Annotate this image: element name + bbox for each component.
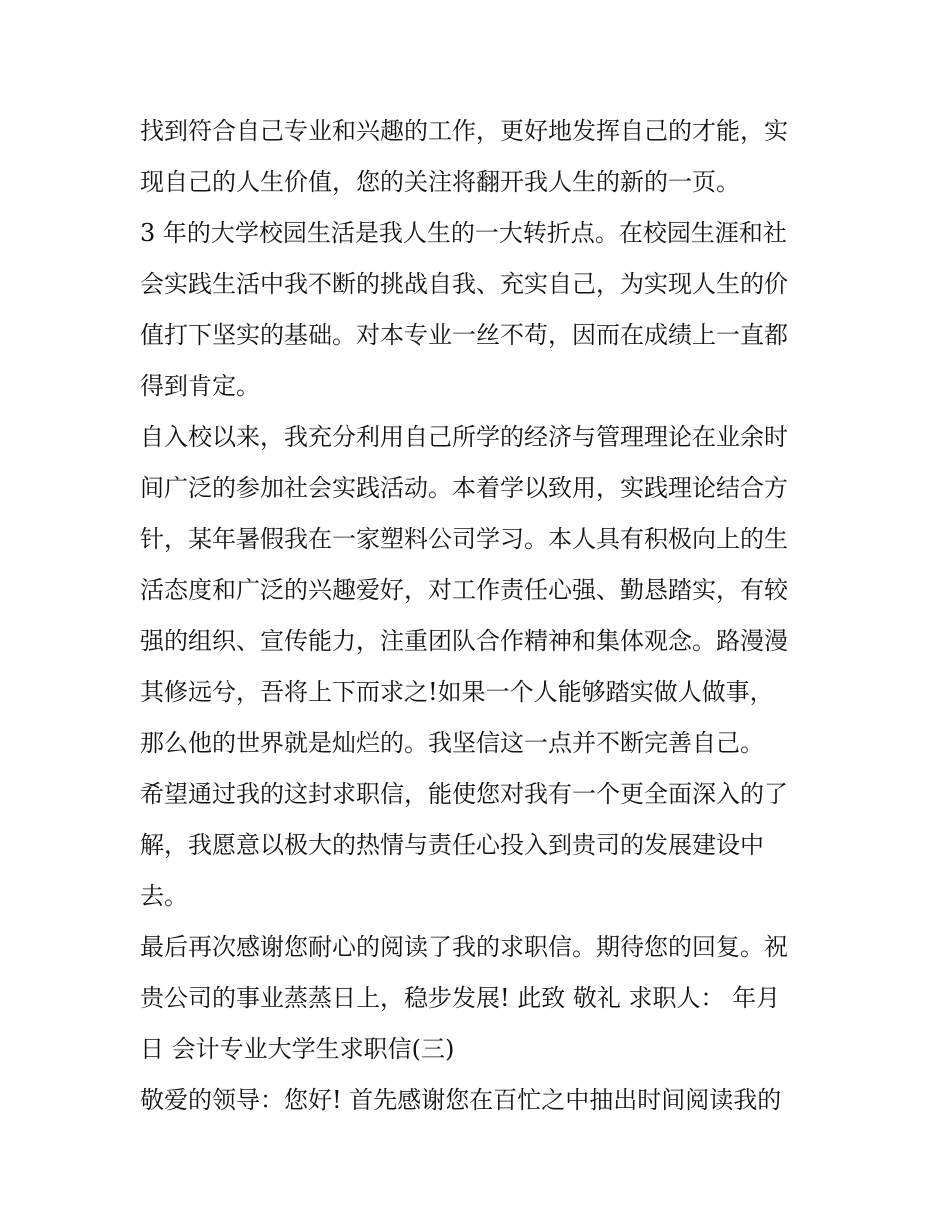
text-line: 3 年的大学校园生活是我人生的一大转折点。在校园生涯和社 [140, 219, 787, 247]
text-line: 日 会计专业大学生求职信(三) [140, 1035, 455, 1063]
text-line: 间广泛的参加社会实践活动。本着学以致用，实践理论结合方 [140, 474, 788, 502]
text-line: 希望通过我的这封求职信，能使您对我有一个更全面深入的了 [140, 780, 788, 808]
text-line: 其修远兮，吾将上下而求之!如果一个人能够踏实做人做事， [140, 678, 774, 706]
text-line: 去。 [140, 882, 188, 910]
letter-body [140, 106, 820, 1126]
text-line: 解，我愿意以极大的热情与责任心投入到贵司的发展建设中 [140, 831, 764, 859]
text-line: 活态度和广泛的兴趣爱好，对工作责任心强、勤恳踏实，有较 [140, 576, 788, 604]
text-line: 会实践生活中我不断的挑战自我、充实自己，为实现人生的价 [140, 270, 788, 298]
text-line: 最后再次感谢您耐心的阅读了我的求职信。期待您的回复。祝 [140, 933, 788, 961]
text-line: 那么他的世界就是灿烂的。我坚信这一点并不断完善自己。 [140, 729, 764, 757]
text-line: 找到符合自己专业和兴趣的工作，更好地发挥自己的才能，实 [140, 117, 788, 145]
text-line: 值打下坚实的基础。对本专业一丝不苟，因而在成绩上一直都 [140, 321, 788, 349]
text-line: 自入校以来，我充分利用自己所学的经济与管理理论在业余时 [140, 423, 788, 451]
text-line: 贵公司的事业蒸蒸日上，稳步发展! 此致 敬礼 求职人： 年月 [140, 984, 781, 1012]
text-line: 敬爱的领导：您好! 首先感谢您在百忙之中抽出时间阅读我的 [140, 1086, 782, 1114]
text-line: 针，某年暑假我在一家塑料公司学习。本人具有积极向上的生 [140, 525, 788, 553]
text-line: 现自己的人生价值，您的关注将翻开我人生的新的一页。 [140, 168, 740, 196]
text-line: 强的组织、宣传能力，注重团队合作精神和集体观念。路漫漫 [140, 627, 788, 655]
text-line: 得到肯定。 [140, 372, 260, 400]
